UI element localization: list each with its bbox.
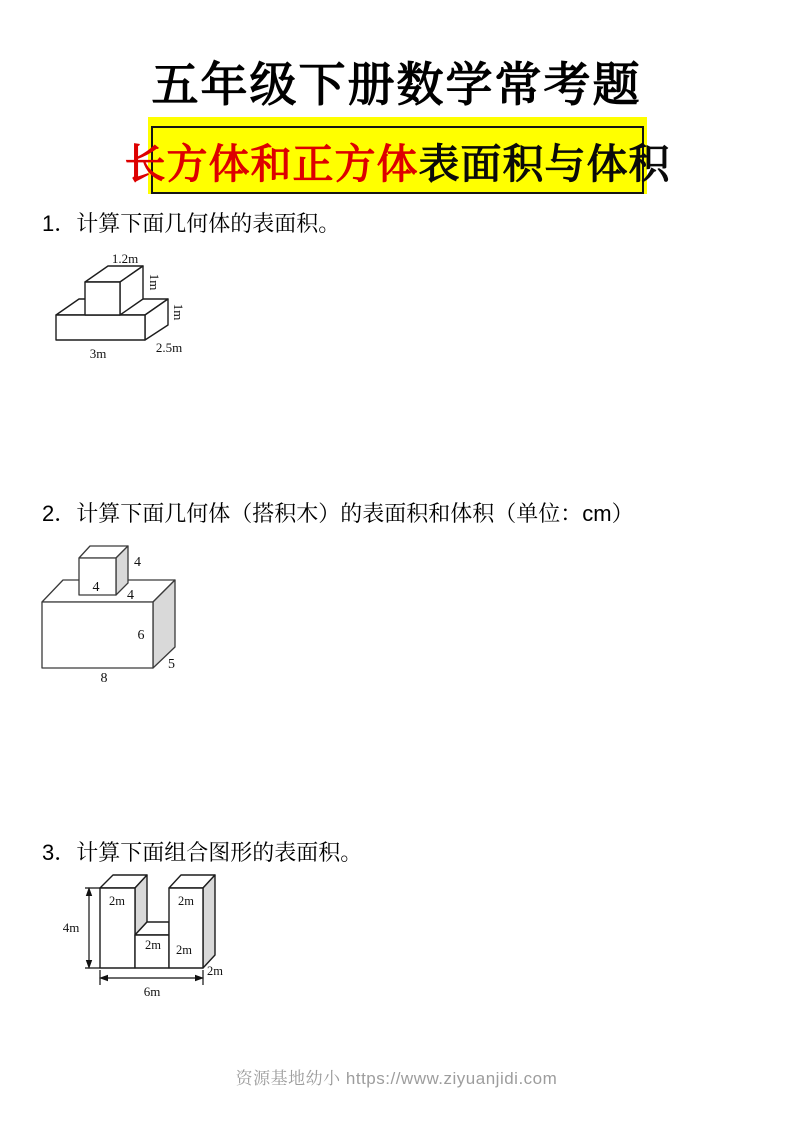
question-2-number: 2． (42, 501, 77, 526)
fig1-lower-height-label: 1m (171, 303, 186, 321)
fig3-width-dimension (99, 970, 204, 985)
question-1-number: 1． (42, 211, 77, 236)
footer (0, 1064, 793, 1089)
fig1-base-width-label: 3m (89, 346, 107, 361)
fig3-middle-height-label: 2m (176, 943, 192, 957)
fig3-right-tower-right-face (203, 875, 215, 968)
page-title: 五年级下册数学常考题 (151, 58, 642, 111)
question-2 (42, 499, 634, 529)
fig3-total-height-label: 4m (62, 920, 80, 935)
fig3-depth-label: 2m (207, 964, 223, 978)
fig3-height-dim-lines (85, 888, 100, 968)
fig2-cube-side-label: 4 (127, 588, 134, 603)
fig3-height-dimension (85, 887, 100, 969)
subtitle-black-text: 表面积与体积 (418, 140, 671, 187)
question-1 (42, 209, 340, 239)
subtitle-box (124, 126, 671, 194)
figure-3-u-solid (40, 868, 225, 1001)
fig2-box-front-face (42, 602, 153, 668)
fig3-middle-width-label: 2m (145, 938, 161, 952)
fig2-box-depth-label: 5 (168, 657, 175, 672)
question-3-number: 3． (42, 840, 77, 865)
subtitle-highlight-bar (124, 117, 671, 194)
fig3-left-tower-width-label: 2m (109, 894, 125, 908)
question-3-text: 计算下面组合图形的表面积。 (76, 840, 363, 865)
fig3-width-dim-lines (100, 970, 203, 985)
figure-1-t-solid (50, 253, 198, 366)
fig3-right-tower-width-label: 2m (178, 894, 194, 908)
fig2-cube-depth-label: 4 (134, 555, 141, 570)
fig2-cube-width-label: 4 (92, 580, 100, 595)
fig1-top-width-label: 1.2m (111, 253, 139, 266)
fig2-box-width-label: 8 (100, 671, 108, 686)
fig3-total-width-label: 6m (143, 984, 161, 999)
question-1-text: 计算下面几何体的表面积。 (76, 211, 341, 236)
fig1-upper-height-label: 1m (147, 273, 162, 291)
fig1-base-front-face (56, 315, 145, 340)
question-2-text: 计算下面几何体（搭积木）的表面积和体积（单位：cm） (76, 501, 634, 526)
question-3 (42, 838, 362, 868)
figure-2-blocks-solid (30, 540, 190, 688)
subtitle-red-text: 长方体和正方体 (124, 140, 419, 187)
fig2-cube (79, 546, 128, 595)
fig1-stub-front-face (85, 282, 120, 315)
footer-text: 资源基地幼小 https://www.ziyuanjidi.com (235, 1069, 558, 1088)
fig1-depth-label: 2.5m (155, 340, 183, 355)
fig2-box-height-label: 6 (137, 628, 145, 643)
